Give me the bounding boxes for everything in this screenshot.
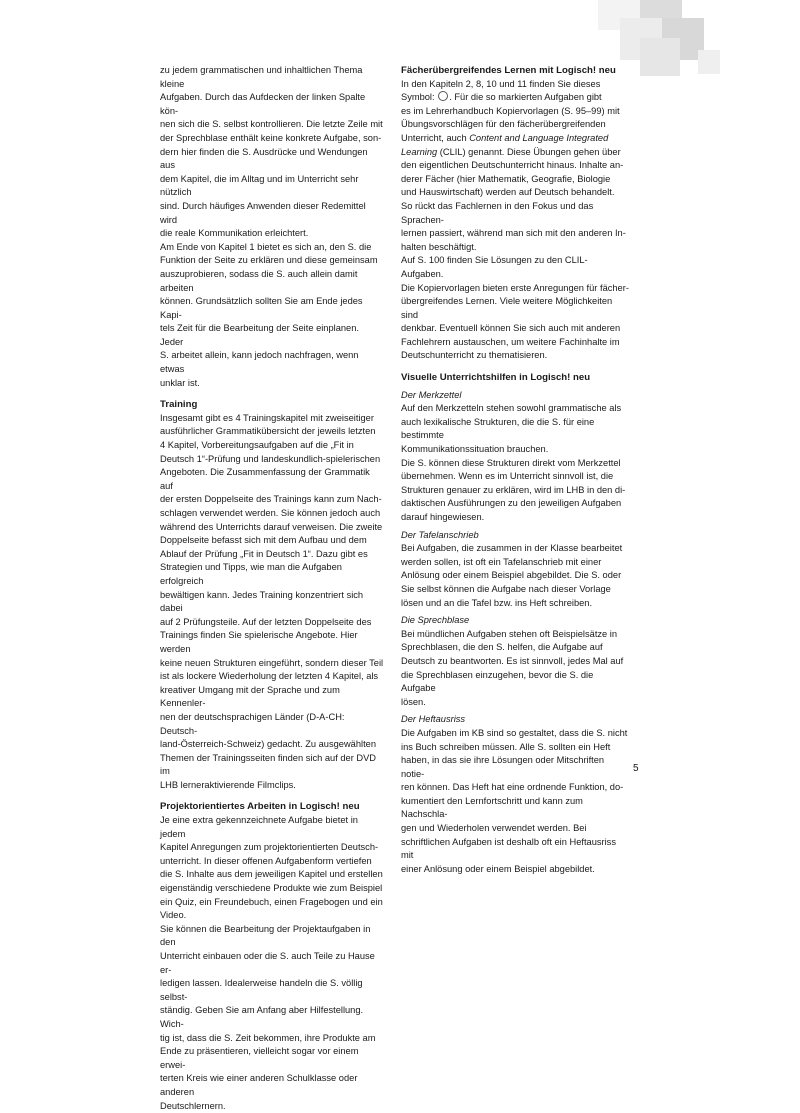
left-column <box>160 64 384 1113</box>
cross-subject-paragraph-1: In den Kapiteln 2, 8, 10 und 11 finden Sie dieses Symbol: . Für die so markierten Aufgaben gibt es im Lehrerhandbuch Kopiervorlagen (S. 95–99) mit Übungsvorschlägen für den fächerübergreifenden Unterricht, auch Content and Language Integrated Learning (CLIL) genannt. Diese Übungen gehen über den eigentlichen Deutschunterricht hinaus. Inhalte an- derer Fächer (hier Mathematik, Geografie, Biologie und Hauswirtschaft) werden auf Deutsch behandelt. So rückt das Fachlernen in den Fokus und das Sprachen- lernen passiert, während man sich mit den anderen In- halten beschäftigt. <box>401 78 626 252</box>
project-paragraph-2: Sie können die Bearbeitung der Projektaufgaben in den Unterricht einbauen oder die S. auch Teile zu Hause er- ledigen lassen. Idealerweise handeln die S. völlig selbst- ständig. Geben Sie am Anfang aber Hilfestellung. Wich- tig ist, dass die S. Zeit bekommen, ihre Produkte am Ende zu präsentieren, vielleicht sogar vor einem erwei- terten Kreis wie einer anderen Schulklasse oder anderen Deutschlernern. <box>160 923 376 1111</box>
heftausriss-subheading: Der Heftausriss <box>401 714 466 725</box>
page-number: 5 <box>633 763 639 774</box>
right-column <box>401 64 629 876</box>
cross-subject-heading: Fächerübergreifendes Lernen mit Logisch! neu <box>401 65 616 76</box>
tafelanschrieb-subheading: Der Tafelanschrieb <box>401 529 479 540</box>
tafelanschrieb-paragraph: Bei Aufgaben, die zusammen in der Klasse bearbeitet werden sollen, ist oft ein Tafelanschrieb mit einer Anlösung oder einem Beispiel abgebildet. Die S. oder Sie selbst können die Aufgabe nach dieser Vorlage lösen und an die Tafel bzw. ins Heft schreiben. <box>401 543 623 608</box>
project-heading: Projektorientiertes Arbeiten in Logisch! neu <box>160 801 360 813</box>
project-paragraph-1: Je eine extra gekennzeichnete Aufgabe bietet in jedem Kapitel Anregungen zum projektorientierten Deutsch- unterricht. In dieser offenen Aufgabenform vertiefen die S. Inhalte aus dem jeweiligen Kapitel und erstellen eigenständig verschiedene Produkte wie zum Beispiel ein Quiz, ein Freundebuch, einen Fragebogen und ein Video. <box>160 815 383 921</box>
cross-subject-paragraph-2: Auf S. 100 finden Sie Lösungen zu den CLIL-Aufgaben. Die Kopiervorlagen bieten erste Anregungen für fächer- übergreifendes Lernen. Viele weitere Möglichkeiten sind denkbar. Eventuell können Sie sich auch mit anderen Fachlehrern austauschen, um weitere Fachinhalte im Deutschunterricht zu thematisieren. <box>401 255 629 361</box>
training-heading: Training <box>160 399 198 411</box>
sprechblase-subheading: Die Sprechblase <box>401 615 470 626</box>
visual-aids-heading: Visuelle Unterrichtshilfen in Logisch! neu <box>401 372 591 384</box>
merkzettel-paragraph-1: Auf den Merkzetteln stehen sowohl grammatische als auch lexikalische Strukturen, die die S. für eine bestimmte Kommunikationssituation brauchen. <box>401 403 622 455</box>
chapter-end-paragraph: Am Ende von Kapitel 1 bietet es sich an, den S. die Funktion der Seite zu erklären und diese gemeinsam auszuprobieren, sodass die S. auch allein damit arbeiten können. Grundsätzlich sollten Sie am Ende jedes Kapi- tels Zeit für die Bearbeitung der Seite einplanen. Jeder S. arbeitet allein, kann jedoch nachfragen, wenn etwas unklar ist. <box>160 241 378 388</box>
merkzettel-subheading: Der Merkzettel <box>401 389 462 400</box>
training-paragraph: Insgesamt gibt es 4 Trainingskapitel mit zweiseitiger ausführlicher Grammatikübersicht der jeweils letzten 4 Kapitel, Vorbereitungsaufgaben auf die „Fit in Deutsch 1“-Prüfung und landeskundlich-spielerischen Angeboten. Die Zusammenfassung der Grammatik auf der ersten Doppelseite des Trainings kann zum Nach- schlagen verwendet werden. Sie können jedoch auch während des Unterrichts darauf verweisen. Die zweite Doppelseite befasst sich mit dem Aufbau und dem Ablauf der Prüfung „Fit in Deutsch 1“. Dazu gibt es Strategien und Tipps, wie man die Aufgaben erfolgreich bewältigen kann. Jedes Training konzentriert sich dabei auf 2 Prüfungsteile. Auf der letzten Doppelseite des Trainings finden Sie spielerische Angebote. Hier werden keine neuen Strukturen eingeführt, sondern dieser Teil ist als lockere Wiederholung der letzten 4 Kapitel, als kreativer Umgang mit der Sprache und zum Kennenler- nen der deutschsprachigen Länder (D-A-CH: Deutsch- land-Österreich-Schweiz) gedacht. Zu ausgewählten Themen der Trainingsseiten finden sich auf der DVD im LHB lerneraktivierende Filmclips. <box>160 412 384 790</box>
merkzettel-paragraph-2: Die S. können diese Strukturen direkt vom Merkzettel übernehmen. Wenn es im Unterricht sinnvoll ist, die Strukturen genauer zu erklären, wird im LHB in den di- daktischen Ausführungen zu den jeweiligen Aufgaben darauf hingewiesen. <box>401 457 626 522</box>
heftausriss-paragraph: Die Aufgaben im KB sind so gestaltet, dass die S. nicht ins Buch schreiben müssen. Alle S. sollten ein Heft haben, in das sie ihre Lösungen oder Mitschriften notie- ren können. Das Heft hat eine ordnende Funktion, do- kumentiert den Lernfortschritt und kann zum Nachschla- gen und Wiederholen verwendet werden. Bei schriftlichen Aufgaben ist deshalb oft ein Heftausriss mit einer Anlösung oder einem Beispiel abgebildet. <box>401 727 628 874</box>
clil-symbol-icon <box>438 91 448 101</box>
sprechblase-paragraph: Bei mündlichen Aufgaben stehen oft Beispielsätze in Sprechblasen, die den S. helfen, die Aufgabe auf Deutsch zu beantworten. Es ist sinnvoll, jedes Mal auf die Sprechblasen einzugehen, bevor die S. die Aufgabe lösen. <box>401 628 624 707</box>
intro-paragraph: zu jedem grammatischen und inhaltlichen Thema kleine Aufgaben. Durch das Aufdecken der linken Spalte kön- nen sich die S. selbst kontrollieren. Die letzte Zeile mit der Sprechblase enthält keine konkrete Aufgabe, son- dern hier finden die S. Ausdrücke und Wendungen aus dem Kapitel, die im Alltag und im Unterricht sehr nützlich sind. Durch häufiges Anwenden dieser Redemittel wird die reale Kommunikation erleichtert. <box>160 65 383 239</box>
